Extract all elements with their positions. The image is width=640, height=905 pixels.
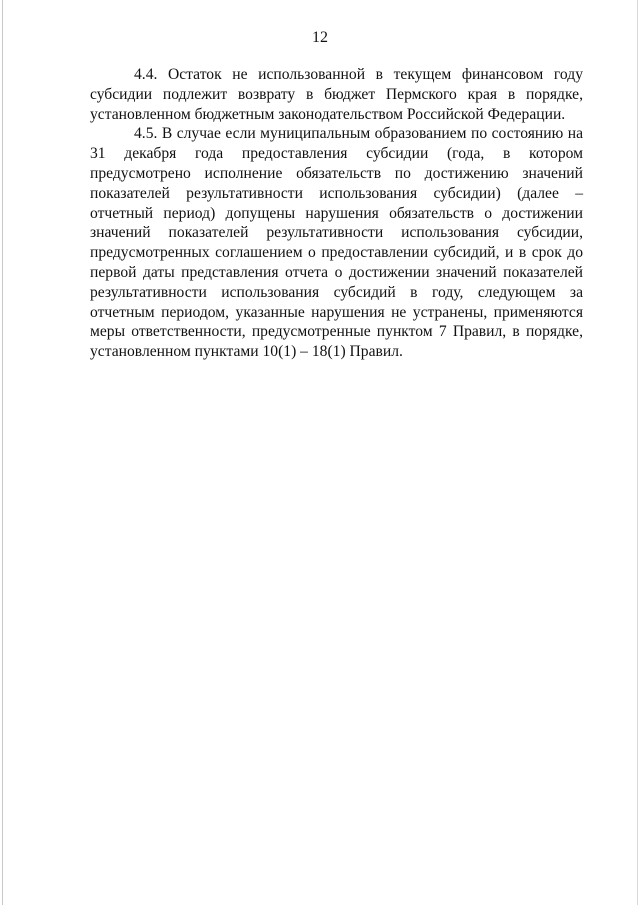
page-edge-right xyxy=(637,0,638,905)
paragraph-4-4: 4.4. Остаток не использованной в текущем финансовом году субсидии подлежит возврату в бюджет Пермского края в порядке, установленном бюджетным законодательством Российской Федерации. xyxy=(90,66,583,123)
page-number: 12 xyxy=(312,29,328,46)
paragraph-4-5: 4.5. В случае если муниципальным образованием по состоянию на 31 декабря года предоставления субсидии (года, в котором предусмотрено исполнение обязательств по достижению значений показателей результативности использования субсидии) (далее – отчетный период) допущены нарушения обязательств о достижении значений показателей результативности использования субсидии, предусмотренных соглашением о предоставлении субсидий, и в срок до первой даты представления отчета о достижении значений показателей результативности использования субсидий в году, следующем за отчетным периодом, указанные нарушения не устранены, применяются меры ответственности, предусмотренные пунктом 7 Правил, в порядке, установленном пунктами 10(1) – 18(1) Правил. xyxy=(90,125,583,361)
document-body xyxy=(90,65,583,362)
page-edge-left xyxy=(2,0,3,905)
